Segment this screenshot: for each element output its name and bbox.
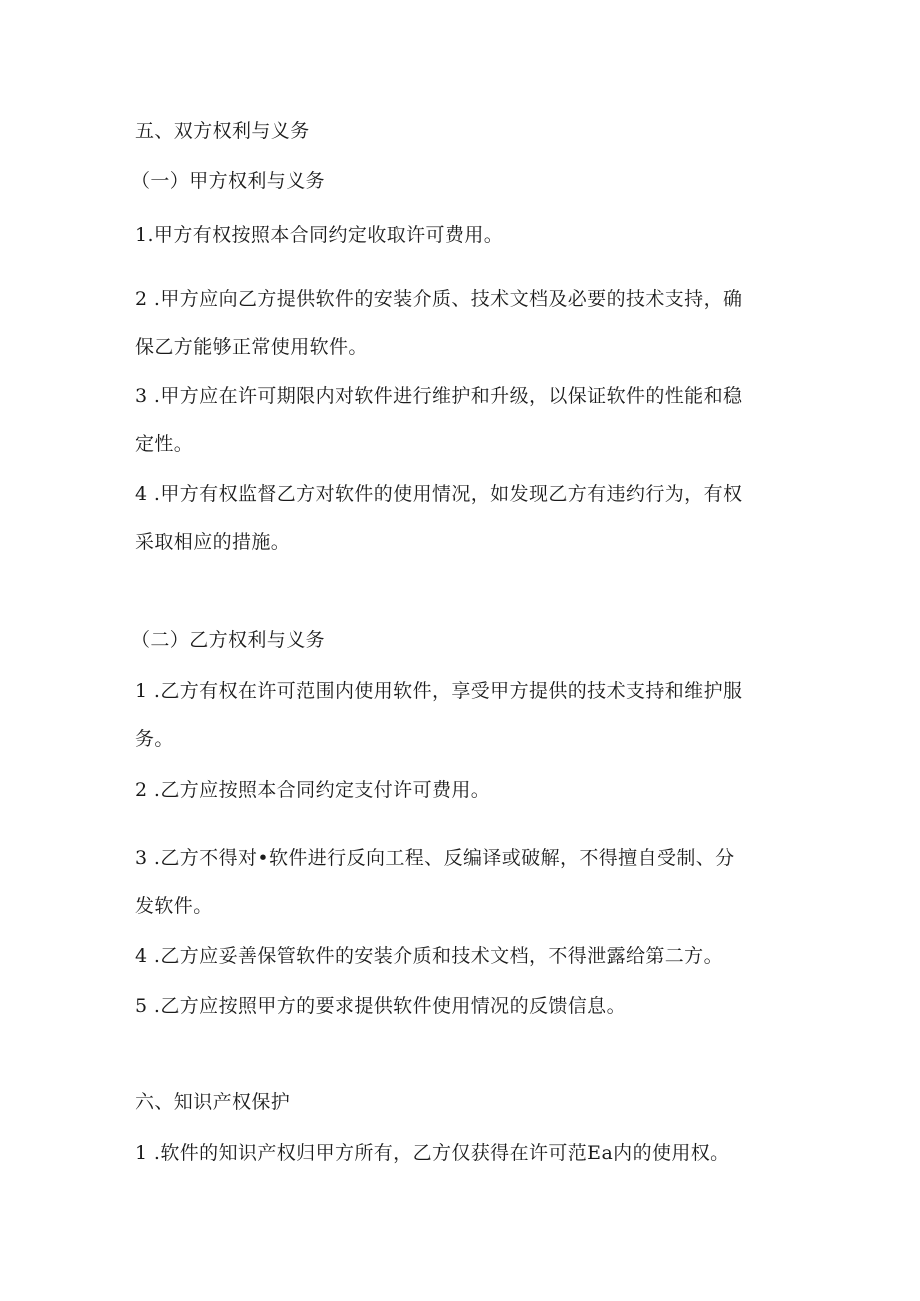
part-b-item-5: 5 .乙方应按照甲方的要求提供软件使用情况的反馈信息。 — [135, 995, 626, 1017]
part-a-item-3-line-1: 3 .甲方应在许可期限内对软件进行维护和升级，以保证软件的性能和稳 — [135, 385, 743, 407]
part-a-item-1: 1.甲方有权按照本合同约定收取许可费用。 — [135, 224, 504, 246]
part-b-item-3-line-2: 发软件。 — [135, 895, 213, 917]
section-6-item-1: 1 .软件的知识产权归甲方所有，乙方仅获得在许可范Ea内的使用权。 — [135, 1142, 730, 1164]
part-b-item-1-line-2: 务。 — [135, 728, 174, 750]
part-b-heading: （二）乙方权利与义务 — [131, 629, 326, 651]
part-a-item-2-line-1: 2 .甲方应向乙方提供软件的安装介质、技术文档及必要的技术支持，确 — [135, 288, 743, 310]
section-5-heading: 五、双方权利与义务 — [135, 120, 310, 142]
part-a-heading: （一）甲方权利与义务 — [131, 170, 326, 192]
part-b-item-4: 4 .乙方应妥善保管软件的安装介质和技术文档，不得泄露给第二方。 — [135, 945, 723, 967]
part-b-item-3-line-1: 3 .乙方不得对•软件进行反向工程、反编译或破解，不得擅自受制、分 — [135, 847, 735, 869]
part-a-item-4-line-1: 4 .甲方有权监督乙方对软件的使用情况，如发现乙方有违约行为，有权 — [135, 483, 743, 505]
part-a-item-3-line-2: 定性。 — [135, 433, 194, 455]
part-b-item-1-line-1: 1 .乙方有权在许可范围内使用软件，享受甲方提供的技术支持和维护服 — [135, 680, 743, 702]
part-a-item-4-line-2: 采取相应的措施。 — [135, 531, 291, 553]
part-b-item-2: 2 .乙方应按照本合同约定支付许可费用。 — [135, 779, 491, 801]
section-6-heading: 六、知识产权保护 — [135, 1091, 291, 1113]
part-a-item-2-line-2: 保乙方能够正常使用软件。 — [135, 336, 368, 358]
